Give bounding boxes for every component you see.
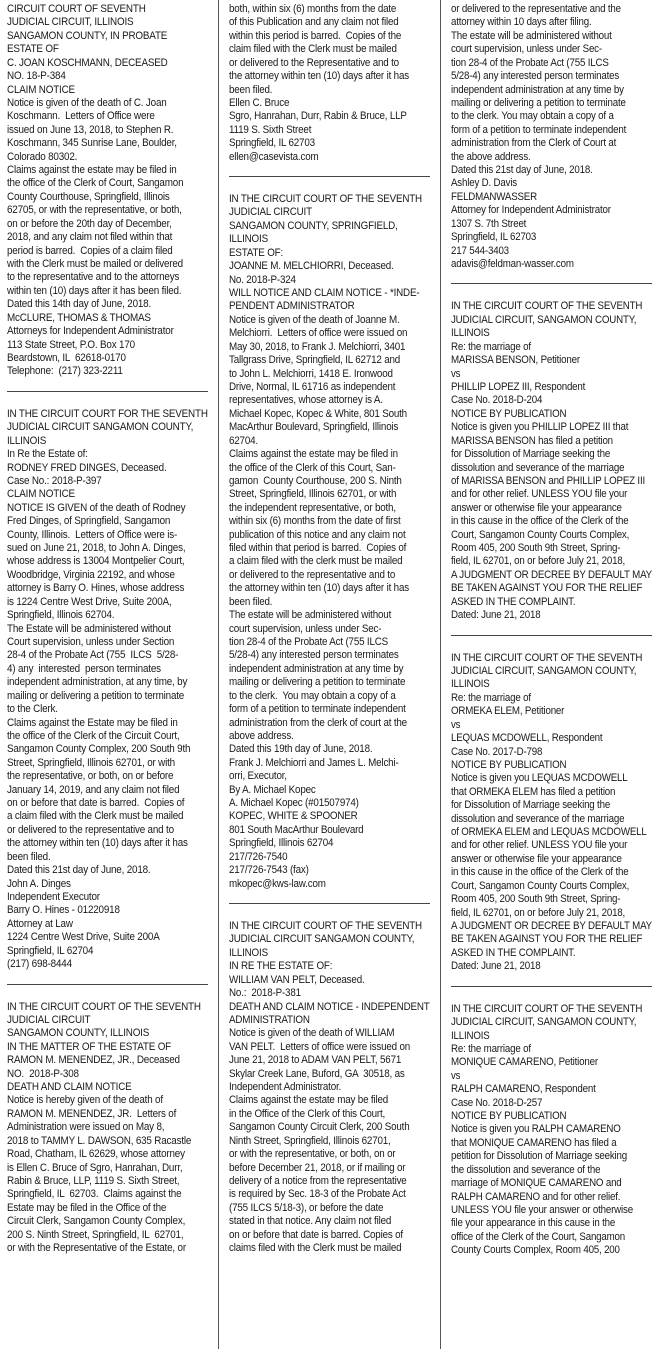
notice-text-line: or with the representative, or both, on or <box>229 1148 396 1161</box>
notice-text-line: CIRCUIT COURT OF SEVENTH <box>7 3 146 15</box>
notice-text-line: within ten (10) days after it has been filed. <box>7 284 182 297</box>
notice-text-line: the attorney within ten (10) days after it has <box>229 70 409 83</box>
notice-text-line: IN THE CIRCUIT COURT OF THE SEVENTH <box>7 1000 201 1013</box>
notice-text-line: is required by Sec. 18-3 of the Probate Act <box>229 1188 406 1201</box>
notice-text-line: JUDICIAL CIRCUIT, SANGAMON COUNTY, <box>451 1016 637 1029</box>
notice-text-line: to the clerk. You may obtain a copy of a <box>451 110 614 123</box>
notice-separator <box>451 986 652 987</box>
notice-text-line: for Dissolution of Marriage seeking the <box>451 799 611 812</box>
notice-text-line: 5/28-4) any interested person terminates <box>229 649 399 662</box>
notice-text-line: on or before that date is barred. Copies of <box>229 1228 403 1241</box>
notice-text-line: within this period is barred. Copies of the <box>229 29 402 42</box>
notice-text-line: is 1224 Centre West Drive, Suite 200A, <box>7 595 172 608</box>
notice-text-line: BE TAKEN AGAINST YOU FOR THE RELIEF <box>451 933 643 946</box>
notice-text-line: Dated this 21st day of June, 2018. <box>451 164 593 177</box>
notice-text-line: Notice is given of the death of WILLIAM <box>229 1027 395 1040</box>
notice-text-line: adavis@feldman-wasser.com <box>451 258 574 271</box>
notice-text-line: 62705, or with the representative, or both, <box>7 204 182 217</box>
notice-text-line: IN THE CIRCUIT COURT OF THE SEVENTH <box>451 651 643 664</box>
notice-text-line: NOTICE BY PUBLICATION <box>451 1110 567 1123</box>
notice-text-line: Colorado 80302. <box>7 150 78 163</box>
notice-text-line: ILLINOIS <box>229 946 268 959</box>
notice-text-line: issued on June 13, 2018, to Stephen R. <box>7 123 174 136</box>
notice-text-line: been filed. <box>229 595 273 608</box>
notice-text-line: answer or otherwise file your appearance <box>451 501 622 514</box>
notice-text-line: C. JOAN KOSCHMANN, DECEASED <box>7 56 168 69</box>
notice-text-line: period is barred. Copies of a claim filed <box>7 244 173 257</box>
notice-text-line: of ORMEKA ELEM and LEQUAS MCDOWELL <box>451 826 647 839</box>
notice-text-line: sued on June 21, 2018, to John A. Dinges, <box>7 542 186 555</box>
notice-text-line: ESTATE OF <box>7 43 59 56</box>
notice-text-line: Tallgrass Drive, Springfield, IL 62712 and <box>229 354 401 367</box>
notice-text-line: IN THE CIRCUIT COURT FOR THE SEVENTH <box>7 407 208 420</box>
notice-text-line: JUDICIAL CIRCUIT SANGAMON COUNTY, <box>7 421 194 434</box>
notice-text-line: NOTICE BY PUBLICATION <box>451 407 567 420</box>
notice-text-line: The estate will be administered without <box>229 609 392 622</box>
notice-text-line: mailing or delivering a petition to terminate <box>451 96 626 109</box>
column-divider-2 <box>440 0 441 1349</box>
notice-text-line: Drive, Normal, IL 61716 as independent <box>229 380 396 393</box>
notice-text-line: Springfield, IL 62703. Claims against the <box>7 1188 182 1201</box>
notice-text-line: 200 S. Ninth Street, Springfield, IL 62701, <box>7 1228 184 1241</box>
notice-text-line: JOANNE M. MELCHIORRI, Deceased. <box>229 260 394 273</box>
notice-text-line: DEATH AND CLAIM NOTICE <box>7 1081 132 1094</box>
notice-text-line: filed within that period is barred. Copies of <box>229 542 407 555</box>
notice-text-line: 217 544-3403 <box>451 244 509 257</box>
notice-text-line: tion 28-4 of the Probate Act (755 ILCS <box>451 56 609 69</box>
notice-text-line: 28-4 of the Probate Act (755 ILCS 5/28- <box>7 649 179 662</box>
notice-text-line: or delivered to the representative and the <box>451 3 621 15</box>
notice-text-line: VAN PELT. Letters of office were issued on <box>229 1040 411 1053</box>
notice-text-line: Claims against the Estate may be filed in <box>7 716 178 729</box>
notice-text-line: a claim filed with the Clerk must be mailed <box>7 810 184 823</box>
notice-text-line: and for other relief. UNLESS YOU file your <box>451 488 628 501</box>
notice-separator <box>451 283 652 284</box>
notice-text-line: Ashley D. Davis <box>451 177 517 190</box>
notice-text-line: representatives, whose attorney is A. <box>229 394 383 407</box>
notice-text-line: Notice is given you RALPH CAMARENO <box>451 1123 621 1136</box>
notice-text-line: independent administration at any time by <box>229 662 404 675</box>
notice-text-line: Springfield, IL 62703 <box>229 137 315 150</box>
notice-text-line: MARISSA BENSON, Petitioner <box>451 354 580 367</box>
notice-text-line: in the Office of the Clerk of this Court, <box>229 1107 386 1120</box>
notice-text-line: to John L. Melchiorri, 1418 E. Ironwood <box>229 367 393 380</box>
notice-text-line: A JUDGMENT OR DECREE BY DEFAULT MAY <box>451 568 652 581</box>
notice-text-line: the attorney within ten (10) days after it has <box>229 582 409 595</box>
notice-text-line: Michael Kopec, Kopec & White, 801 South <box>229 407 407 420</box>
notice-text-line: Estate may be filed in the Office of the <box>7 1201 167 1214</box>
notice-text-line: stated in that notice. Any claim not filed <box>229 1215 392 1228</box>
notice-text-line: dissolution and severance of the marriage <box>451 812 625 825</box>
legal-notice <box>451 3 652 271</box>
notice-text-line: with the Clerk must be mailed or delivered <box>7 258 183 271</box>
notice-text-line: IN THE CIRCUIT COURT OF THE SEVENTH <box>229 193 422 206</box>
notice-text-line: mailing or delivering a petition to terminate <box>229 676 406 689</box>
notice-text-line: McCLURE, THOMAS & THOMAS <box>7 311 151 324</box>
notice-text-line: 1307 S. 7th Street <box>451 217 527 230</box>
notice-text-line: (755 ILCS 5/18-3), or before the date <box>229 1201 384 1214</box>
notice-text-line: Re: the marriage of <box>451 1042 531 1055</box>
notice-text-line: 4) any interested person terminates <box>7 662 161 675</box>
notice-text-line: Springfield, Illinois 62704 <box>229 837 334 850</box>
notice-text-line: Case No. 2018-D-257 <box>451 1096 543 1109</box>
notice-text-line: is Ellen C. Bruce of Sgro, Hanrahan, Durr, <box>7 1161 183 1174</box>
notice-text-line: Claims against the estate may be filed in <box>7 164 177 177</box>
notice-text-line: orri, Executor, <box>229 770 287 783</box>
notice-text-line: Notice is given of the death of Joanne M. <box>229 313 400 326</box>
notice-text-line: IN THE MATTER OF THE ESTATE OF <box>7 1040 172 1053</box>
notice-text-line: administration from the Clerk of Court at <box>451 137 617 150</box>
notice-text-line: vs <box>451 1069 461 1082</box>
notice-text-line: County, Illinois. Letters of Office were is- <box>7 528 178 541</box>
notice-text-line: Woodbridge, Virginia 22192, and whose <box>7 568 175 581</box>
notice-text-line: Koschmann. Letters of Office were <box>7 110 155 123</box>
notice-text-line: Case No.: 2018-P-397 <box>7 474 102 487</box>
notice-text-line: been filed. <box>7 850 51 863</box>
notice-text-line: publication of this notice and any claim not <box>229 528 406 541</box>
notice-text-line: whose address is 13004 Montpelier Court, <box>7 555 185 568</box>
legal-notice <box>7 408 208 972</box>
notice-text-line: Street, Springfield, Illinois 62701, or with <box>229 488 397 501</box>
notice-text-line: ILLINOIS <box>229 233 268 246</box>
notice-text-line: MacArthur Boulevard, Springfield, Illinois <box>229 421 399 434</box>
notice-text-line: WILL NOTICE AND CLAIM NOTICE - *INDE- <box>229 287 420 300</box>
notice-text-line: JUDICIAL CIRCUIT, ILLINOIS <box>7 16 134 29</box>
notice-text-line: Dated this 19th day of June, 2018. <box>229 743 373 756</box>
notice-text-line: January 14, 2019, and any claim not filed <box>7 783 180 796</box>
notice-text-line: County Courthouse, Springfield, Illinois <box>7 190 170 203</box>
notice-text-line: Court, Sangamon County Courts Complex, <box>451 528 630 541</box>
notice-text-line: marriage of MONIQUE CAMARENO and <box>451 1177 622 1190</box>
notice-text-line: Independent Executor <box>7 891 100 903</box>
notice-text-line: gamon County Courthouse, 200 S. Ninth <box>229 474 402 487</box>
notice-text-line: for Dissolution of Marriage seeking the <box>451 448 611 461</box>
notice-text-line: RALPH CAMARENO, Respondent <box>451 1083 596 1096</box>
notice-text-line: the independent representative, or both, <box>229 501 396 514</box>
notice-text-line: Room 405, 200 South 9th Street, Spring- <box>451 893 621 906</box>
notice-text-line: or with the Representative of the Estate, or <box>7 1242 186 1255</box>
notice-text-line: County Courts Complex, Room 405, 200 <box>451 1244 620 1257</box>
notice-text-line: of this Publication and any claim not filed <box>229 16 399 29</box>
newspaper-column-1 <box>7 3 208 1349</box>
notice-text-line: NO. 2018-P-308 <box>7 1067 79 1080</box>
notice-separator <box>229 176 430 177</box>
notice-text-line: No.: 2018-P-381 <box>229 987 301 1000</box>
notice-separator <box>7 391 208 392</box>
notice-text-line: a claim filed with the clerk must be mailed <box>229 555 403 568</box>
legal-notice <box>7 1001 208 1256</box>
notice-text-line: Telephone: (217) 323-2211 <box>7 365 123 378</box>
notice-text-line: No. 2018-P-324 <box>229 273 296 286</box>
notice-text-line: JUDICIAL CIRCUIT, SANGAMON COUNTY, <box>451 664 637 677</box>
notice-text-line: to the Clerk. <box>7 703 58 716</box>
notice-text-line: Springfield, IL 62703 <box>451 231 537 244</box>
notice-text-line: dissolution and severance of the marriage <box>451 461 625 474</box>
notice-text-line: Street, Springfield, Illinois 62701, or with <box>7 756 175 769</box>
notice-text-line: SANGAMON COUNTY, IN PROBATE <box>7 29 168 42</box>
notice-text-line: Independent Administrator. <box>229 1081 342 1094</box>
notice-text-line: 113 State Street, P.O. Box 170 <box>7 338 135 351</box>
notice-text-line: 217/726-7543 (fax) <box>229 864 309 877</box>
notice-separator <box>7 984 208 985</box>
notice-text-line: Frank J. Melchiorri and James L. Melchi- <box>229 756 399 769</box>
notice-text-line: Room 405, 200 South 9th Street, Spring- <box>451 542 621 555</box>
notice-text-line: IN THE CIRCUIT COURT OF THE SEVENTH <box>451 300 643 313</box>
notice-text-line: Fred Dinges, of Springfield, Sangamon <box>7 515 171 528</box>
notice-text-line: ASKED IN THE COMPLAINT. <box>451 946 576 959</box>
notice-text-line: In Re the Estate of: <box>7 448 88 461</box>
notice-text-line: RAMON M. MENENDEZ, JR., Deceased <box>7 1054 180 1067</box>
legal-notice <box>229 920 430 1256</box>
notice-text-line: 801 South MacArthur Boulevard <box>229 823 364 836</box>
legal-notice <box>7 3 208 379</box>
newspaper-column-3 <box>451 3 652 1349</box>
notice-text-line: Case No. 2017-D-798 <box>451 745 543 758</box>
notice-text-line: office of the Clerk of the Court, Sangamon <box>451 1230 626 1243</box>
notice-text-line: the dissolution and severance of the <box>451 1163 601 1176</box>
notice-text-line: Notice is given you PHILLIP LOPEZ III that <box>451 421 629 434</box>
notice-text-line: Notice is hereby given of the death of <box>7 1094 163 1107</box>
notice-text-line: RODNEY FRED DINGES, Deceased. <box>7 461 167 474</box>
notice-text-line: 1119 S. Sixth Street <box>229 123 312 136</box>
notice-text-line: vs <box>451 718 461 731</box>
notice-text-line: Attorney at Law <box>7 917 73 930</box>
notice-text-line: SANGAMON COUNTY, ILLINOIS <box>7 1027 150 1040</box>
notice-text-line: JUDICIAL CIRCUIT, SANGAMON COUNTY, <box>451 313 637 326</box>
notice-text-line: May 30, 2018, to Frank J. Melchiorri, 3401 <box>229 340 406 353</box>
notice-text-line: Skylar Creek Lane, Buford, GA 30518, as <box>229 1067 405 1080</box>
notice-text-line: ESTATE OF: <box>229 246 284 259</box>
notice-text-line: petition for Dissolution of Marriage seeking <box>451 1150 628 1163</box>
notice-text-line: Attorney for Independent Administrator <box>451 204 611 217</box>
notice-text-line: June 21, 2018 to ADAM VAN PELT, 5671 <box>229 1054 402 1067</box>
notice-text-line: 217/726-7540 <box>229 850 288 863</box>
notice-text-line: IN RE THE ESTATE OF: <box>229 960 333 973</box>
notice-text-line: court supervision, unless under Sec- <box>229 622 382 635</box>
notice-text-line: KOPEC, WHITE & SPOONER <box>229 810 358 823</box>
notice-text-line: BE TAKEN AGAINST YOU FOR THE RELIEF <box>451 582 643 595</box>
notice-text-line: the office of the Clerk of this Court, San- <box>229 461 396 474</box>
notice-text-line: A. Michael Kopec (#01507974) <box>229 797 359 810</box>
notice-text-line: ILLINOIS <box>7 434 47 447</box>
notice-text-line: or delivered to the representative and to <box>229 568 396 581</box>
notice-text-line: LEQUAS MCDOWELL, Respondent <box>451 732 603 745</box>
notice-text-line: Dated this 14th day of June, 2018. <box>7 298 152 311</box>
notice-text-line: in this cause in the office of the Clerk of the <box>451 866 629 879</box>
notice-text-line: By A. Michael Kopec <box>229 783 316 796</box>
notice-text-line: Court, Sangamon County Courts Complex, <box>451 879 630 892</box>
legal-notice <box>451 300 652 622</box>
notice-text-line: IN THE CIRCUIT COURT OF THE SEVENTH <box>451 1002 643 1015</box>
notice-text-line: FELDMANWASSER <box>451 190 537 203</box>
notice-text-line: ILLINOIS <box>451 1029 490 1042</box>
notice-text-line: PHILLIP LOPEZ III, Respondent <box>451 380 586 393</box>
notice-text-line: or delivered to the Representative and to <box>229 56 399 69</box>
notice-text-line: Circuit Clerk, Sangamon County Complex, <box>7 1215 186 1228</box>
notice-text-line: administration from the clerk of court at the <box>229 716 407 729</box>
notice-text-line: CLAIM NOTICE <box>7 83 75 96</box>
notice-text-line: on or before the 20th day of December, <box>7 217 172 230</box>
notice-text-line: 1224 Centre West Drive, Suite 200A <box>7 931 160 944</box>
notice-text-line: UNLESS YOU file your answer or otherwise <box>451 1204 633 1217</box>
notice-text-line: The Estate will be administered without <box>7 622 171 635</box>
notice-text-line: Attorneys for Independent Administrator <box>7 325 174 338</box>
notice-text-line: Melchiorri. Letters of office were issued on <box>229 327 408 340</box>
legal-notice <box>451 652 652 974</box>
notice-text-line: Administration were issued on May 8, <box>7 1121 165 1134</box>
notice-text-line: NO. 18-P-384 <box>7 70 66 83</box>
notice-text-line: on or before that date is barred. Copies of <box>7 797 185 810</box>
notice-text-line: in this cause in the office of the Clerk of the <box>451 515 629 528</box>
notice-text-line: the representative, or both, on or before <box>7 770 174 783</box>
notice-text-line: SANGAMON COUNTY, SPRINGFIELD, <box>229 219 398 232</box>
notice-text-line: Notice is given of the death of C. Joan <box>7 96 167 109</box>
notice-text-line: attorney within 10 days after filing. <box>451 16 592 29</box>
notice-text-line: the office of the Clerk of Court, Sangamon <box>7 177 184 190</box>
notice-separator <box>451 635 652 636</box>
notice-text-line: Barry O. Hines - 01220918 <box>7 904 120 917</box>
notice-text-line: ORMEKA ELEM, Petitioner <box>451 705 565 718</box>
notice-text-line: claim filed with the Clerk must be mailed <box>229 43 397 56</box>
notice-text-line: JUDICIAL CIRCUIT SANGAMON COUNTY, <box>229 933 415 946</box>
notice-text-line: claims filed with the Clerk must be mailed <box>229 1242 402 1255</box>
notice-text-line: to the representative and to the attorneys <box>7 271 180 284</box>
notice-text-line: Claims against the estate may be filed <box>229 1094 389 1107</box>
notice-text-line: NOTICE BY PUBLICATION <box>451 758 567 771</box>
notice-text-line: that ORMEKA ELEM has filed a petition <box>451 785 616 798</box>
notice-text-line: mailing or delivering a petition to terminate <box>7 689 185 702</box>
notice-text-line: Koschmann, 345 Sunrise Lane, Boulder, <box>7 137 177 150</box>
notice-text-line: attorney is Barry O. Hines, whose address <box>7 582 185 595</box>
notice-text-line: RAMON M. MENENDEZ, JR. Letters of <box>7 1107 177 1120</box>
notice-text-line: Road, Chatham, IL 62629, whose attorney <box>7 1148 185 1161</box>
notice-text-line: delivery of a notice from the representative <box>229 1175 407 1188</box>
notice-text-line: MARISSA BENSON has filed a petition <box>451 434 613 447</box>
notice-text-line: form of a petition to terminate independent <box>229 703 406 716</box>
notice-text-line: JUDICIAL CIRCUIT <box>229 206 312 219</box>
notice-text-line: or delivered to the representative and to <box>7 823 174 836</box>
notice-separator <box>229 903 430 904</box>
notice-text-line: 2018 to TAMMY L. DAWSON, 635 Racastle <box>7 1134 192 1147</box>
notice-text-line: 5/28-4) any interested person terminates <box>451 70 620 83</box>
notice-text-line: field, IL 62701, on or before July 21, 2018, <box>451 906 626 919</box>
notice-text-line: JUDICIAL CIRCUIT <box>7 1013 91 1026</box>
notice-text-line: that MONIQUE CAMARENO has filed a <box>451 1136 617 1149</box>
newspaper-column-2 <box>229 3 430 1349</box>
notice-text-line: DEATH AND CLAIM NOTICE - INDEPENDENT <box>229 1000 430 1013</box>
notice-text-line: above address. <box>229 729 294 742</box>
notice-text-line: 2018, and any claim not filed within that <box>7 231 173 244</box>
notice-text-line: Sangamon County Complex, 200 South 9th <box>7 743 191 756</box>
notice-text-line: the above address. <box>451 150 531 163</box>
notice-text-line: Springfield, Illinois 62704. <box>7 609 115 622</box>
notice-text-line: to the clerk. You may obtain a copy of a <box>229 689 396 702</box>
notice-text-line: Notice is given you LEQUAS MCDOWELL <box>451 772 628 785</box>
notice-text-line: Sangamon County Circuit Clerk, 200 South <box>229 1121 410 1134</box>
notice-text-line: vs <box>451 367 461 380</box>
notice-text-line: Re: the marriage of <box>451 691 531 704</box>
notice-text-line: IN THE CIRCUIT COURT OF THE SEVENTH <box>229 920 422 932</box>
notice-text-line: independent administration at any time by <box>451 83 624 96</box>
legal-notice <box>229 3 430 164</box>
notice-text-line: Case No. 2018-D-204 <box>451 394 543 407</box>
notice-text-line: and for other relief. UNLESS YOU file your <box>451 839 628 852</box>
notice-text-line: Court supervision, unless under Section <box>7 635 175 648</box>
notice-text-line: before December 21, 2018, or if mailing or <box>229 1161 406 1174</box>
notice-text-line: both, within six (6) months from the date <box>229 3 397 15</box>
notice-text-line: independent administration, at any time, by <box>7 676 188 689</box>
notice-text-line: NOTICE IS GIVEN of the death of Rodney <box>7 501 186 514</box>
notice-text-line: ILLINOIS <box>451 327 490 340</box>
notice-text-line: mkopec@kws-law.com <box>229 877 326 890</box>
notice-text-line: CLAIM NOTICE <box>7 488 75 501</box>
notice-text-line: ellen@casevista.com <box>229 150 319 163</box>
notice-text-line: 62704. <box>229 434 258 447</box>
notice-text-line: Ninth Street, Springfield, Illinois 62701, <box>229 1134 391 1147</box>
notice-text-line: field, IL 62701, on or before July 21, 2018, <box>451 555 626 568</box>
notice-text-line: the attorney within ten (10) days after it has <box>7 837 188 850</box>
notice-text-line: A JUDGMENT OR DECREE BY DEFAULT MAY <box>451 920 652 932</box>
notice-text-line: WILLIAM VAN PELT, Deceased. <box>229 973 365 986</box>
notice-text-line: file your appearance in this cause in the <box>451 1217 616 1230</box>
notice-text-line: ASKED IN THE COMPLAINT. <box>451 595 576 608</box>
notice-text-line: answer or otherwise file your appearance <box>451 852 622 865</box>
notice-text-line: MONIQUE CAMARENO, Petitioner <box>451 1056 598 1069</box>
column-divider-1 <box>218 0 219 1349</box>
notice-text-line: the office of the Clerk of the Circuit Court, <box>7 729 180 742</box>
notice-text-line: court supervision, unless under Sec- <box>451 43 602 56</box>
notice-text-line: Springfield, IL 62704 <box>7 944 94 957</box>
notice-text-line: of MARISSA BENSON and PHILLIP LOPEZ III <box>451 474 646 487</box>
notice-text-line: Claims against the estate may be filed in <box>229 448 398 461</box>
notice-text-line: Re: the marriage of <box>451 340 531 353</box>
notice-text-line: Ellen C. Bruce <box>229 96 290 109</box>
notice-text-line: within six (6) months from the date of first <box>229 515 401 528</box>
notice-text-line: Dated: June 21, 2018 <box>451 960 541 973</box>
notice-text-line: Dated this 21st day of June, 2018. <box>7 864 151 877</box>
notice-text-line: ILLINOIS <box>451 678 490 691</box>
notice-text-line: form of a petition to terminate independent <box>451 123 627 136</box>
notice-text-line: been filed. <box>229 83 273 96</box>
notice-text-line: John A. Dinges <box>7 877 71 890</box>
notice-text-line: ADMINISTRATION <box>229 1013 310 1026</box>
notice-text-line: The estate will be administered without <box>451 29 612 42</box>
notice-text-line: PENDENT ADMINISTRATOR <box>229 300 355 313</box>
notice-text-line: Dated: June 21, 2018 <box>451 609 541 622</box>
notice-text-line: Beardstown, IL 62618-0170 <box>7 351 126 364</box>
legal-notice <box>451 1003 652 1258</box>
notice-text-line: Sgro, Hanrahan, Durr, Rabin & Bruce, LLP <box>229 110 407 123</box>
notice-text-line: RALPH CAMARENO and for other relief. <box>451 1190 621 1203</box>
legal-notice <box>229 193 430 891</box>
notice-text-line: tion 28-4 of the Probate Act (755 ILCS <box>229 635 389 648</box>
notice-text-line: (217) 698-8444 <box>7 958 72 971</box>
notice-text-line: Rabin & Bruce, LLP, 1119 S. Sixth Street, <box>7 1175 180 1188</box>
